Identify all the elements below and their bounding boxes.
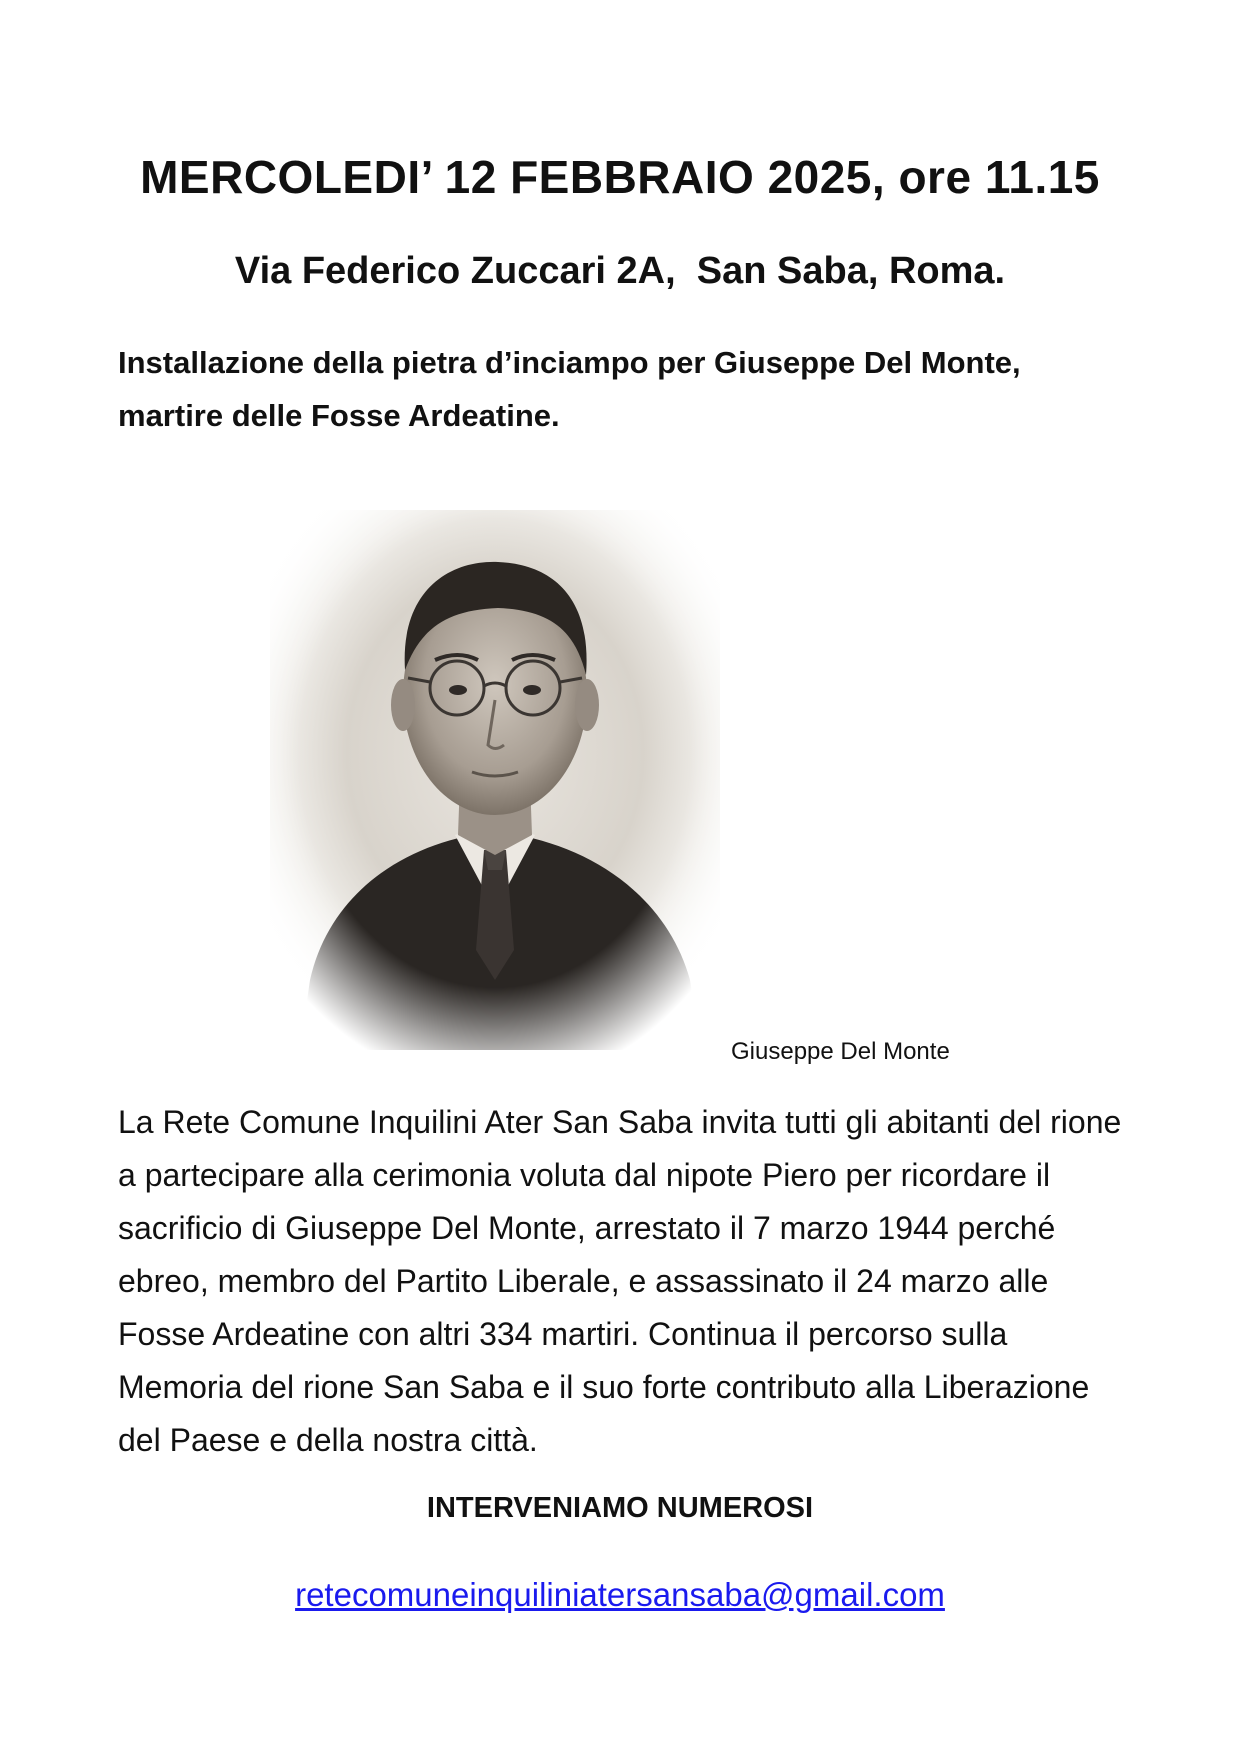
photo-caption: Giuseppe Del Monte xyxy=(731,1038,950,1065)
contact-email xyxy=(0,1576,1240,1614)
portrait-photo xyxy=(270,510,720,1050)
call-to-action: INTERVENIAMO NUMEROSI xyxy=(426,1492,814,1524)
invitation-text: La Rete Comune Inquilini Ater San Saba invita tutti gli abitanti del rione a partecipare alla cerimonia voluta dal nipote Piero per ricordare il sacrificio di Giuseppe Del Monte, arrestato il 7 marzo 1944 perché ebreo, membro del Partito Liberale, e assassinato il 24 marzo alle Fosse Ardeatine con altri 334 martiri. Continua il percorso sulla Memoria del rione San Saba e il suo forte contributo alla Liberazione del Paese e della nostra città. xyxy=(118,1104,1122,1458)
event-subtitle: Installazione della pietra d’inciampo per Giuseppe Del Monte, martire delle Fosse Ardeatine. xyxy=(118,345,1021,433)
email-link[interactable]: retecomuneinquiliniatersansaba@gmail.com xyxy=(295,1576,945,1613)
event-headline: MERCOLEDI’ 12 FEBBRAIO 2025, ore 11.15 xyxy=(140,151,1100,203)
event-address: Via Federico Zuccari 2A, San Saba, Roma. xyxy=(234,250,1006,292)
